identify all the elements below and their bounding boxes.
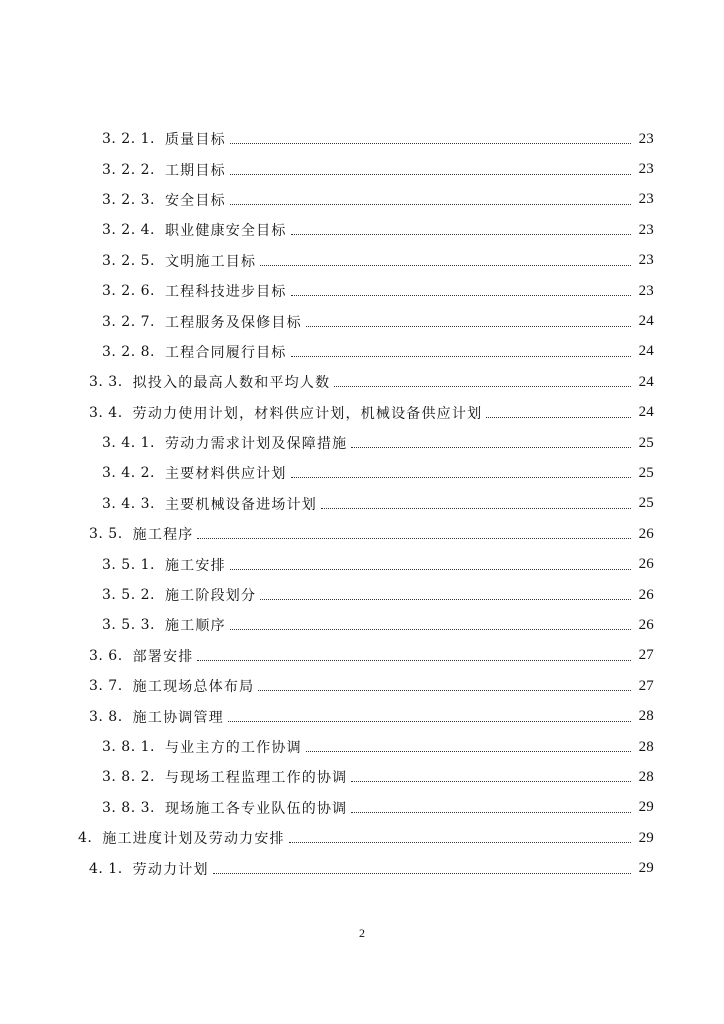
toc-entry-number: 3. 4. 3. bbox=[102, 495, 155, 512]
toc-entry-title: 工程合同履行目标 bbox=[164, 344, 287, 361]
toc-entry-number: 3. 2. 7. bbox=[102, 313, 155, 330]
toc-entry-title: 职业健康安全目标 bbox=[164, 223, 287, 240]
toc-entry[interactable] bbox=[0, 367, 724, 397]
toc-entry-page: 28 bbox=[638, 768, 654, 785]
toc-entry-title: 施工程序 bbox=[132, 527, 194, 544]
toc-entry-page: 24 bbox=[638, 343, 654, 360]
page-number: 2 bbox=[359, 926, 365, 940]
dot-leader bbox=[351, 780, 631, 782]
toc-entry[interactable] bbox=[0, 337, 724, 367]
dot-leader bbox=[291, 233, 631, 235]
toc-entry-title: 施工现场总体布局 bbox=[132, 679, 255, 696]
dot-leader bbox=[258, 689, 631, 691]
dot-leader bbox=[230, 203, 631, 205]
toc-entry-title: 部署安排 bbox=[132, 648, 194, 665]
toc-entry-page: 23 bbox=[638, 130, 654, 147]
toc-entry-title: 劳动力计划 bbox=[132, 861, 209, 878]
toc-entry-title: 工程服务及保修目标 bbox=[164, 314, 302, 331]
toc-entry-number: 3. 6. bbox=[89, 647, 123, 664]
toc-entry[interactable] bbox=[0, 762, 724, 792]
toc-entry-page: 27 bbox=[638, 647, 654, 664]
toc-entry-page: 29 bbox=[638, 860, 654, 877]
toc-entry-number: 3. 2. 4. bbox=[102, 222, 155, 239]
toc-entry[interactable] bbox=[0, 306, 724, 336]
toc-entry-page: 25 bbox=[638, 495, 654, 512]
dot-leader bbox=[306, 750, 631, 752]
toc-entry-number: 3. 5. 2. bbox=[102, 587, 155, 604]
dot-leader bbox=[351, 446, 631, 448]
toc-entry[interactable] bbox=[0, 246, 724, 276]
dot-leader bbox=[230, 628, 631, 630]
dot-leader bbox=[321, 507, 631, 509]
toc-entry-page: 23 bbox=[638, 191, 654, 208]
toc-entry-number: 3. 5. bbox=[89, 526, 123, 543]
toc-entry-page: 23 bbox=[638, 282, 654, 299]
toc-entry[interactable] bbox=[0, 215, 724, 245]
toc-entry-page: 26 bbox=[638, 586, 654, 603]
toc-entry-page: 26 bbox=[638, 556, 654, 573]
toc-entry-title: 与现场工程监理工作的协调 bbox=[164, 770, 348, 787]
toc-entry-number: 3. 8. 1. bbox=[102, 739, 155, 755]
toc-entry-title: 安全目标 bbox=[164, 192, 226, 209]
toc-entry-title: 工程科技进步目标 bbox=[164, 284, 287, 301]
toc-entry-title: 施工顺序 bbox=[164, 618, 226, 635]
dot-leader bbox=[260, 264, 631, 266]
dot-leader bbox=[334, 385, 631, 387]
toc-entry-number: 3. 5. 3. bbox=[102, 617, 155, 634]
dot-leader bbox=[289, 841, 631, 843]
toc-entry-title: 现场施工各专业队伍的协调 bbox=[164, 800, 348, 817]
toc-entry-title: 文明施工目标 bbox=[164, 253, 257, 270]
toc-entry[interactable] bbox=[0, 671, 724, 701]
toc-entry[interactable] bbox=[0, 519, 724, 549]
toc-entry-page: 23 bbox=[638, 161, 654, 178]
toc-entry[interactable] bbox=[0, 549, 724, 579]
toc-entry[interactable] bbox=[0, 458, 724, 488]
toc-entry-number: 3. 2. 3. bbox=[102, 191, 155, 208]
toc-entry-title: 施工安排 bbox=[164, 557, 226, 574]
toc-entry-number: 3. 2. 2. bbox=[102, 161, 155, 178]
toc-entry-number: 3. 2. 6. bbox=[102, 283, 155, 300]
toc-entry-number: 3. 2. 1. bbox=[102, 131, 155, 148]
toc-entry[interactable] bbox=[0, 185, 724, 215]
toc-entry[interactable] bbox=[0, 154, 724, 184]
dot-leader bbox=[230, 173, 631, 175]
toc-entry-title: 工期目标 bbox=[164, 162, 226, 179]
toc-entry-number: 3. 4. 1. bbox=[102, 435, 155, 452]
toc-entry[interactable] bbox=[0, 732, 724, 762]
toc-entry-page: 24 bbox=[638, 313, 654, 330]
toc-entry-page: 28 bbox=[638, 738, 654, 755]
toc-entry[interactable] bbox=[0, 793, 724, 823]
toc-entry-title: 拟投入的最高人数和平均人数 bbox=[132, 375, 331, 392]
toc-entry-page: 24 bbox=[638, 404, 654, 421]
dot-leader bbox=[197, 659, 631, 661]
dot-leader bbox=[228, 720, 631, 722]
dot-leader bbox=[197, 537, 631, 539]
toc-entry-number: 3. 8. 3. bbox=[102, 799, 155, 816]
dot-leader bbox=[230, 568, 631, 570]
dot-leader bbox=[291, 476, 631, 478]
toc-entry-page: 23 bbox=[638, 252, 654, 269]
toc-entry-number: 3. 7. bbox=[89, 678, 123, 695]
toc-entry[interactable] bbox=[0, 701, 724, 731]
toc-entry-title: 施工阶段划分 bbox=[164, 588, 257, 605]
toc-entry-number: 3. 4. 2. bbox=[102, 465, 155, 482]
toc-entry-title: 质量目标 bbox=[164, 132, 226, 149]
toc-entry-title: 施工协调管理 bbox=[132, 709, 224, 726]
toc-entry[interactable] bbox=[0, 489, 724, 519]
toc-entry-page: 23 bbox=[638, 221, 654, 238]
toc-entry-number: 3. 2. 8. bbox=[102, 343, 155, 360]
toc-entry-page: 27 bbox=[638, 677, 654, 694]
dot-leader bbox=[306, 325, 631, 327]
toc-entry[interactable] bbox=[0, 124, 724, 154]
toc-entry-page: 25 bbox=[638, 464, 654, 481]
toc-entry[interactable] bbox=[0, 428, 724, 458]
toc-entry-title: 劳动力需求计划及保障措施 bbox=[164, 436, 348, 453]
toc-entry-page: 24 bbox=[638, 373, 654, 390]
table-of-contents bbox=[0, 124, 724, 884]
toc-entry-title: 劳动力使用计划，材料供应计划，机械设备供应计划 bbox=[132, 405, 483, 422]
toc-entry-number: 4. bbox=[78, 830, 93, 847]
dot-leader bbox=[486, 416, 631, 418]
toc-entry-title: 主要材料供应计划 bbox=[164, 466, 287, 483]
toc-entry-number: 3. 3. bbox=[89, 374, 123, 391]
toc-entry-page: 26 bbox=[638, 616, 654, 633]
toc-entry[interactable] bbox=[0, 853, 724, 883]
toc-entry-title: 施工进度计划及劳动力安排 bbox=[102, 831, 285, 848]
toc-entry[interactable] bbox=[0, 641, 724, 671]
toc-entry[interactable] bbox=[0, 580, 724, 610]
toc-entry-number: 4. 1. bbox=[89, 860, 123, 877]
dot-leader bbox=[230, 142, 631, 144]
toc-entry[interactable] bbox=[0, 823, 724, 853]
toc-entry[interactable] bbox=[0, 276, 724, 306]
toc-entry-number: 3. 8. 2. bbox=[102, 769, 155, 786]
toc-entry-page: 29 bbox=[638, 829, 654, 846]
toc-entry[interactable] bbox=[0, 398, 724, 428]
toc-entry-number: 3. 4. bbox=[89, 404, 123, 421]
toc-entry-page: 25 bbox=[638, 434, 654, 451]
toc-entry-page: 29 bbox=[638, 799, 654, 816]
toc-entry-title: 与业主方的工作协调 bbox=[164, 740, 302, 756]
toc-entry-number: 3. 8. bbox=[89, 708, 123, 725]
toc-entry-title: 主要机械设备进场计划 bbox=[164, 496, 317, 513]
toc-entry-page: 28 bbox=[638, 708, 654, 725]
dot-leader bbox=[351, 811, 631, 813]
toc-entry-number: 3. 2. 5. bbox=[102, 252, 155, 269]
dot-leader bbox=[291, 355, 631, 357]
dot-leader bbox=[291, 294, 631, 296]
toc-entry-page: 26 bbox=[638, 525, 654, 542]
dot-leader bbox=[260, 598, 631, 600]
dot-leader bbox=[213, 872, 631, 874]
toc-entry-number: 3. 5. 1. bbox=[102, 556, 155, 573]
toc-entry[interactable] bbox=[0, 610, 724, 640]
